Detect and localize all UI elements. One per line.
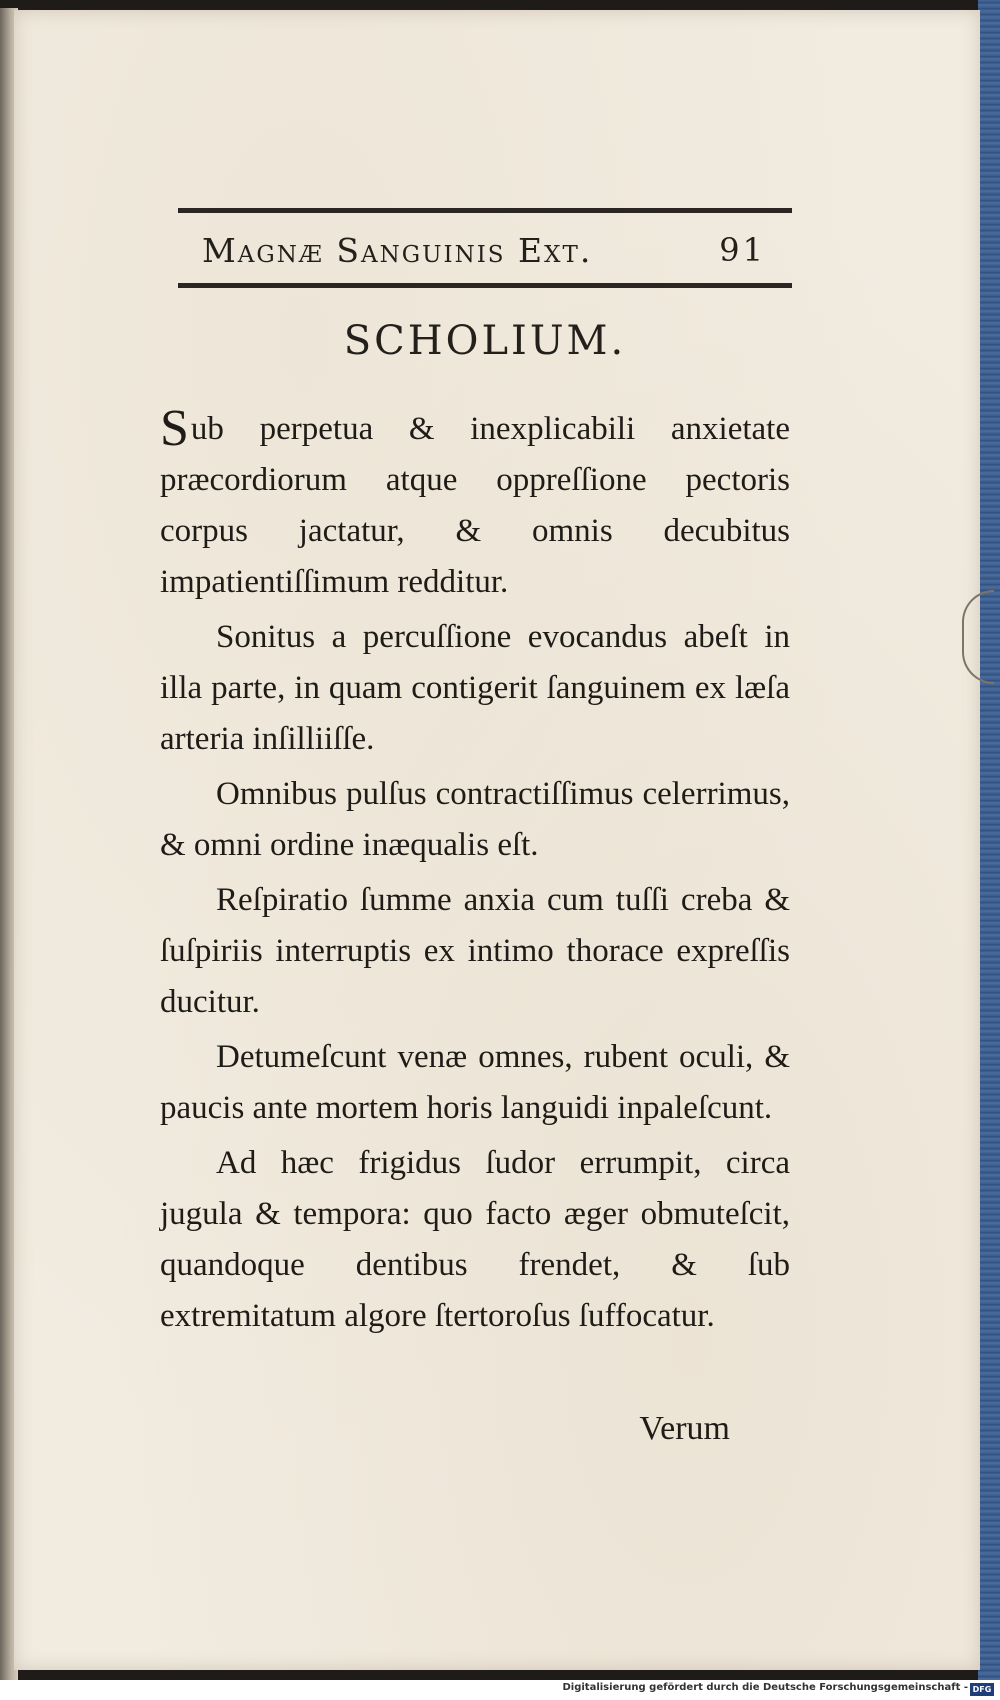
- book-spine: [978, 0, 1000, 1700]
- drop-cap: S: [160, 400, 189, 457]
- section-title: SCHOLIUM.: [343, 318, 627, 364]
- paragraph-3: Omnibus pulſus contractiſſimus celerrimus, & omni ordine inæqualis eſt.: [160, 776, 790, 863]
- page-number: 91: [719, 231, 766, 269]
- header-rule-bottom: [178, 283, 792, 288]
- footer-credit: Digitalisierung gefördert durch die Deutsche Forschungsgemeinschaft -: [562, 1682, 968, 1693]
- catchword: Verum: [639, 1410, 730, 1447]
- paragraph-6: Ad hæc frigidus ſudor errumpit, circa jugula & tempora: quo facto æger obmuteſcit, quandoque dentibus frendet, & ſub extremitatum algore ſtertoroſus ſuffocatur.: [160, 1145, 790, 1334]
- paragraph-4: Reſpiratio ſumme anxia cum tuſſi creba & ſuſpiriis interruptis ex intimo thorace expreſſis ducitur.: [160, 882, 790, 1020]
- page-clasp: [962, 590, 994, 684]
- paragraph-5: Detumeſcunt venæ omnes, rubent oculi, & paucis ante mortem horis languidi inpaleſcunt.: [160, 1039, 790, 1126]
- paragraph-2: Sonitus a percuſſione evocandus abeſt in illa parte, in quam contigerit ſanguinem ex læſa arteria inſilliiſſe.: [160, 619, 790, 757]
- paragraph-1: [160, 400, 790, 608]
- body-text: [160, 400, 790, 1346]
- paragraph-1-text: ub perpetua & inexplicabili anxietate præcordiorum atque oppreſſione pectoris corpus jactatur, & omnis decubitus impatientiſſimum redditur.: [160, 411, 790, 600]
- running-head: [178, 222, 792, 278]
- running-title: Magnæ Sanguinis Ext.: [202, 230, 593, 270]
- header-rule-top: [178, 208, 792, 213]
- dfg-logo: DFG: [970, 1683, 994, 1696]
